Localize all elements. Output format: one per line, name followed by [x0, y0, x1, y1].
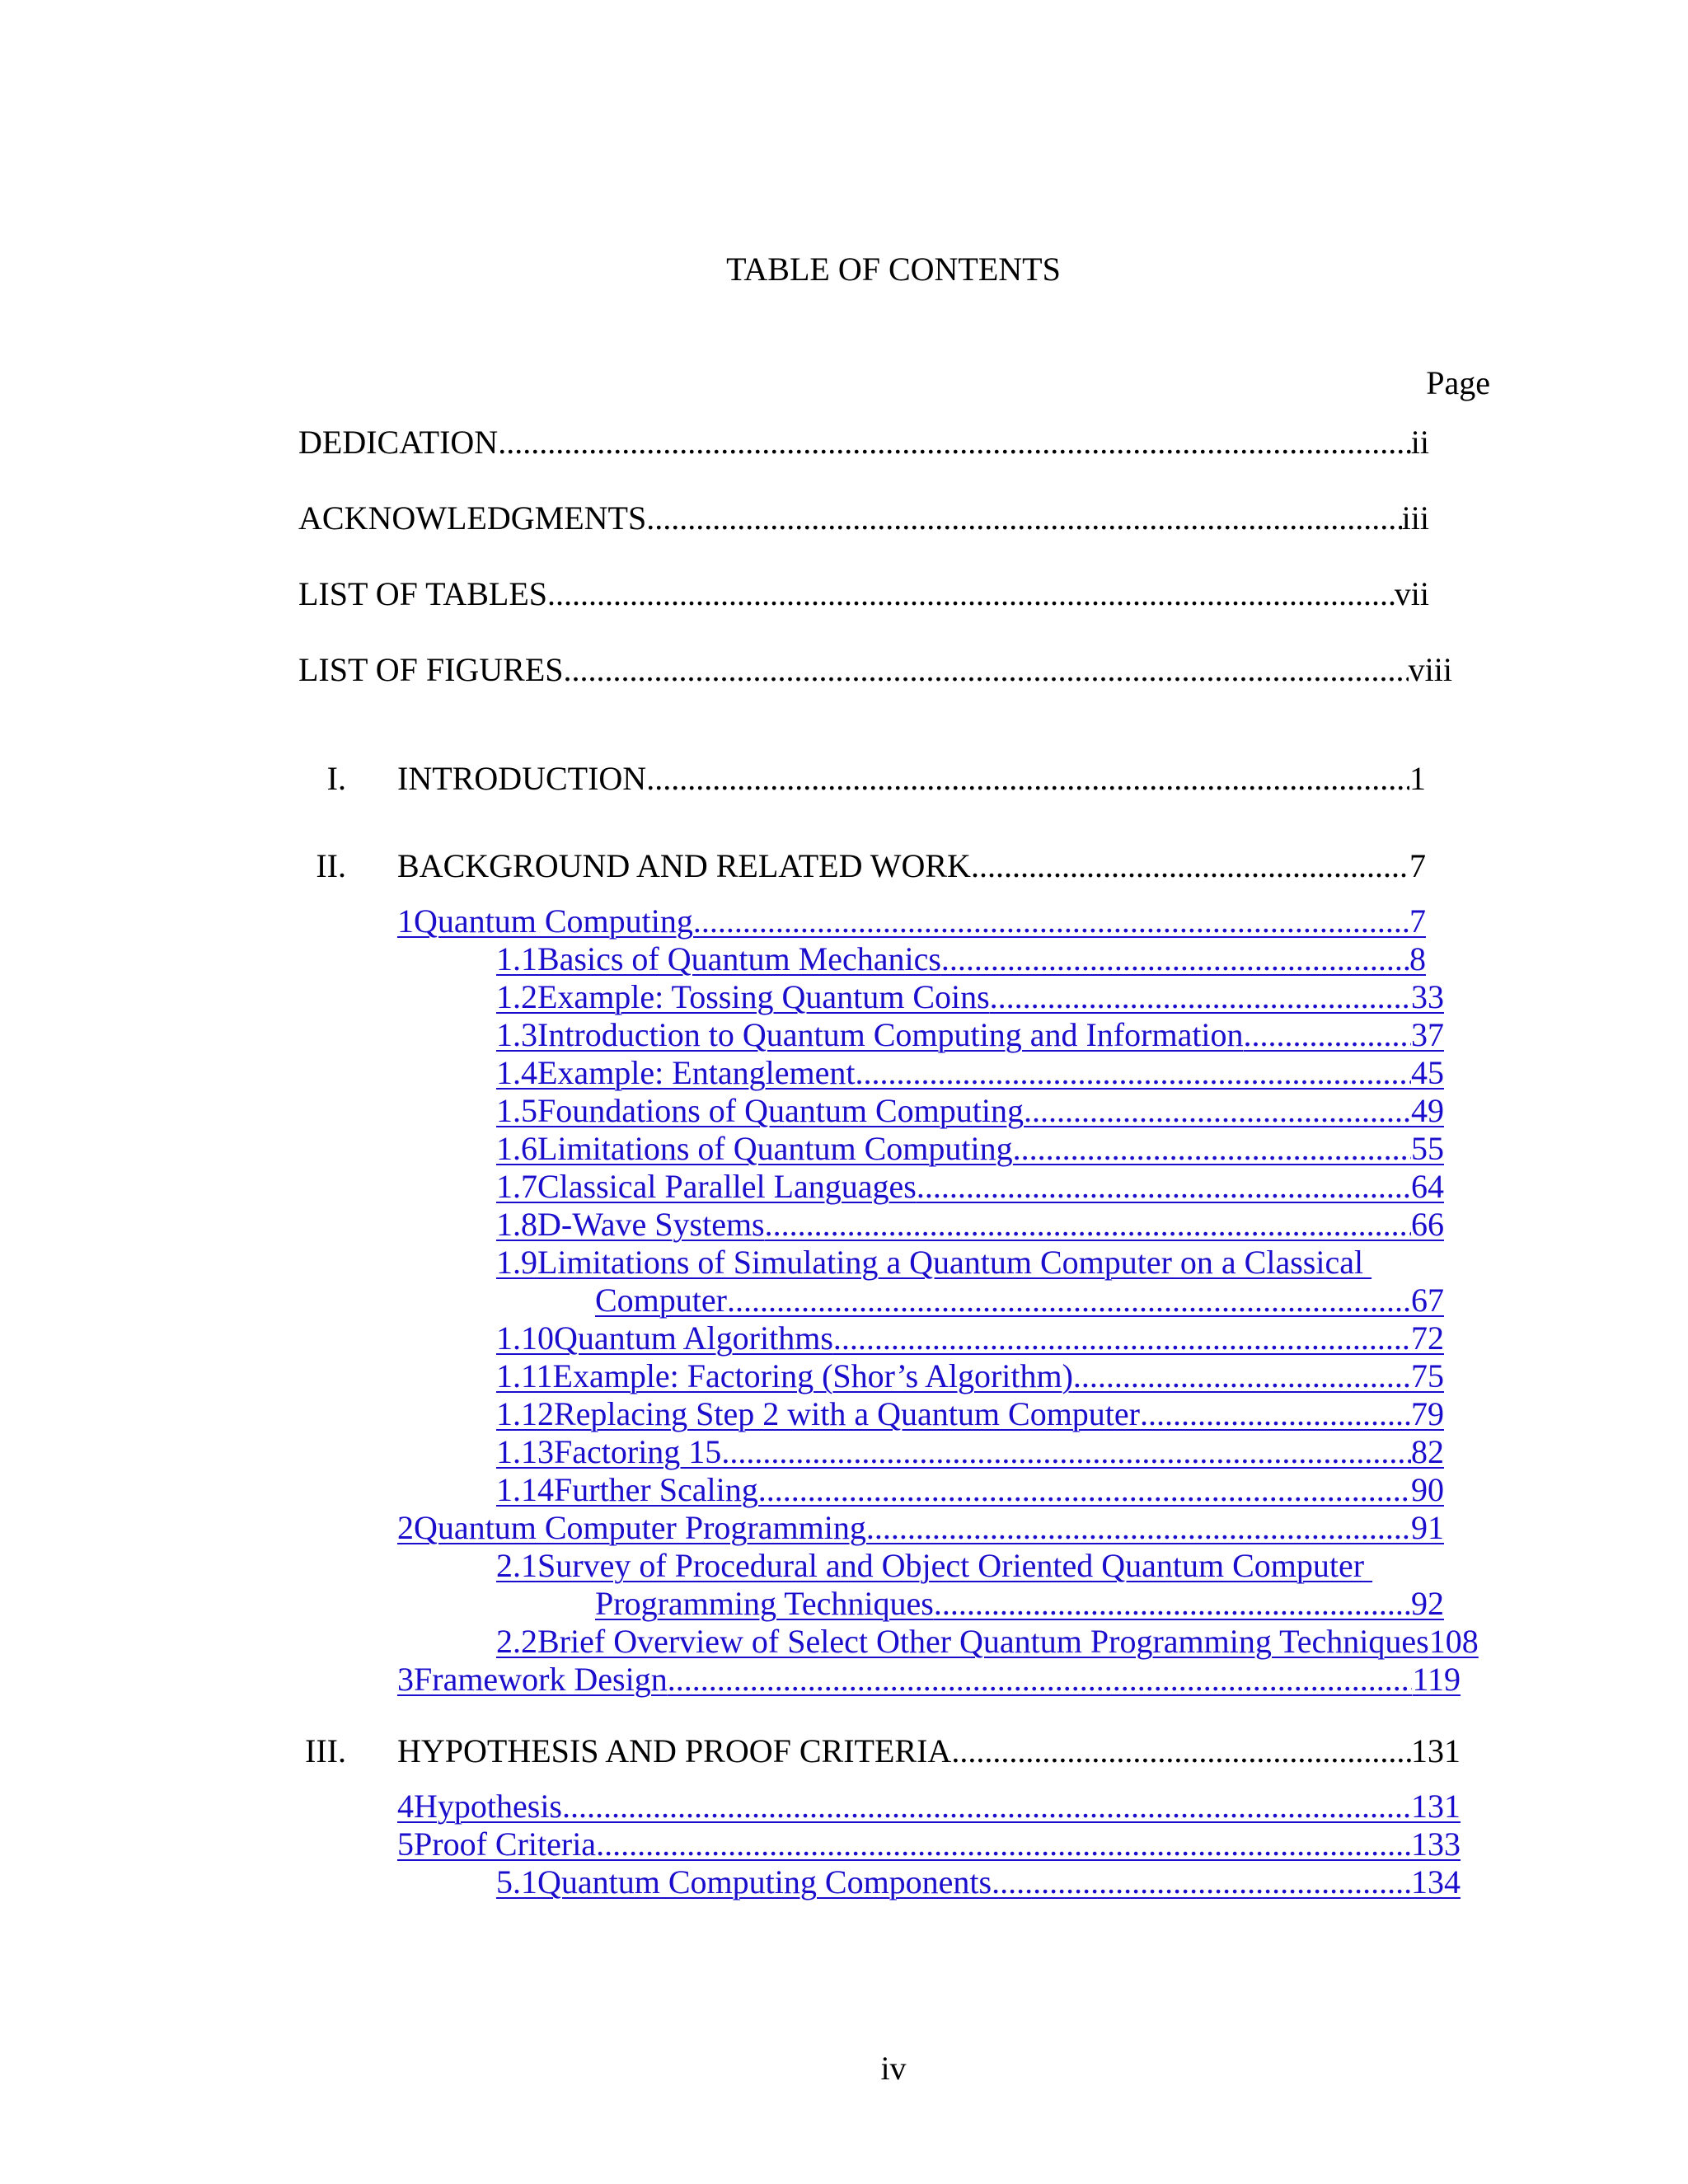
chapter-page: 1 [1409, 760, 1426, 797]
leader-dots [951, 1735, 1411, 1768]
chapter-number: III. [305, 1732, 346, 1769]
chapter-number: I. [326, 760, 346, 797]
toc-link[interactable]: 1.3Introduction to Quantum Computing and Information ..... 37 [496, 1019, 1444, 1052]
toc-entry-label: LIST OF TABLES [298, 575, 548, 612]
leader-dots [646, 762, 1409, 795]
toc-link[interactable]: Programming Techniques ..... 92 [595, 1587, 1444, 1620]
toc-link[interactable]: 1.13Factoring 15 ..... 82 [496, 1436, 1444, 1469]
page-column-header: Page [1426, 364, 1490, 401]
chapter-page: 7 [1409, 847, 1426, 884]
toc-entry-label: LIST OF FIGURES [298, 651, 564, 688]
chapter-entry [397, 762, 1426, 795]
leader-dots [646, 502, 1401, 535]
leader-dots [971, 850, 1409, 883]
toc-entry-page: ii [1410, 424, 1429, 461]
toc-link[interactable]: 1.8D-Wave Systems ..... 66 [496, 1208, 1444, 1241]
chapter-page: 131 [1411, 1732, 1461, 1769]
toc-link[interactable]: 2Quantum Computer Programming ..... 91 [397, 1511, 1444, 1544]
page-number: iv [880, 2050, 907, 2087]
toc-entry [298, 651, 1452, 688]
toc-entry-label: DEDICATION [298, 424, 499, 461]
toc-link[interactable]: 1.4Example: Entanglement ..... 45 [496, 1057, 1444, 1090]
toc-link[interactable]: 1.1Basics of Quantum Mechanics ..... 8 [496, 943, 1426, 976]
toc-link[interactable]: 1.5Foundations of Quantum Computing ..... 49 [496, 1094, 1444, 1127]
leader-dots [564, 654, 1409, 687]
toc-entry [298, 499, 1429, 537]
toc-entry-page: viii [1408, 651, 1452, 688]
toc-link[interactable]: 1.11Example: Factoring (Shor’s Algorithm) ..... 75 [496, 1360, 1444, 1393]
toc-entry [298, 426, 1429, 459]
toc-link[interactable]: Computer ..... 67 [595, 1284, 1444, 1317]
toc-link[interactable]: 3Framework Design ..... 119 [397, 1663, 1461, 1696]
page-title: TABLE OF CONTENTS [726, 251, 1061, 288]
toc-link[interactable]: 1.9Limitations of Simulating a Quantum Computer on a Classical [496, 1244, 1372, 1281]
toc-link[interactable]: 5.1Quantum Computing Components ..... 134 [496, 1866, 1461, 1899]
toc-link[interactable]: 1Quantum Computing ..... 7 [397, 905, 1426, 938]
toc-link[interactable]: 1.2Example: Tossing Quantum Coins ..... 33 [496, 981, 1444, 1014]
chapter-label: INTRODUCTION [397, 760, 647, 797]
chapter-label: HYPOTHESIS AND PROOF CRITERIA [397, 1732, 952, 1769]
toc-link[interactable]: 4Hypothesis ..... 131 [397, 1790, 1461, 1823]
toc-link[interactable]: 1.7Classical Parallel Languages ..... 64 [496, 1170, 1444, 1203]
toc-entry-page: vii [1394, 575, 1429, 612]
chapter-number: II. [316, 847, 346, 884]
toc-entry [298, 575, 1429, 612]
toc-link[interactable]: 2.2Brief Overview of Select Other Quantum Programming Techniques108 [496, 1623, 1479, 1660]
toc-link[interactable]: 1.6Limitations of Quantum Computing ..... 55 [496, 1132, 1444, 1165]
toc-entry-label: ACKNOWLEDGMENTS [298, 499, 647, 537]
chapter-entry [397, 847, 1426, 884]
chapter-entry [397, 1732, 1461, 1769]
toc-link[interactable]: 1.14Further Scaling ..... 90 [496, 1474, 1444, 1507]
leader-dots [547, 578, 1395, 611]
toc-link[interactable]: 5Proof Criteria ..... 133 [397, 1828, 1461, 1861]
toc-link[interactable]: 2.1Survey of Procedural and Object Oriented Quantum Computer [496, 1547, 1373, 1584]
toc-entry-page: iii [1401, 499, 1429, 537]
chapter-label: BACKGROUND AND RELATED WORK [397, 847, 971, 884]
toc-link[interactable]: 1.12Replacing Step 2 with a Quantum Computer ..... 79 [496, 1398, 1444, 1431]
leader-dots [498, 426, 1411, 459]
toc-link[interactable]: 1.10Quantum Algorithms ..... 72 [496, 1322, 1444, 1355]
